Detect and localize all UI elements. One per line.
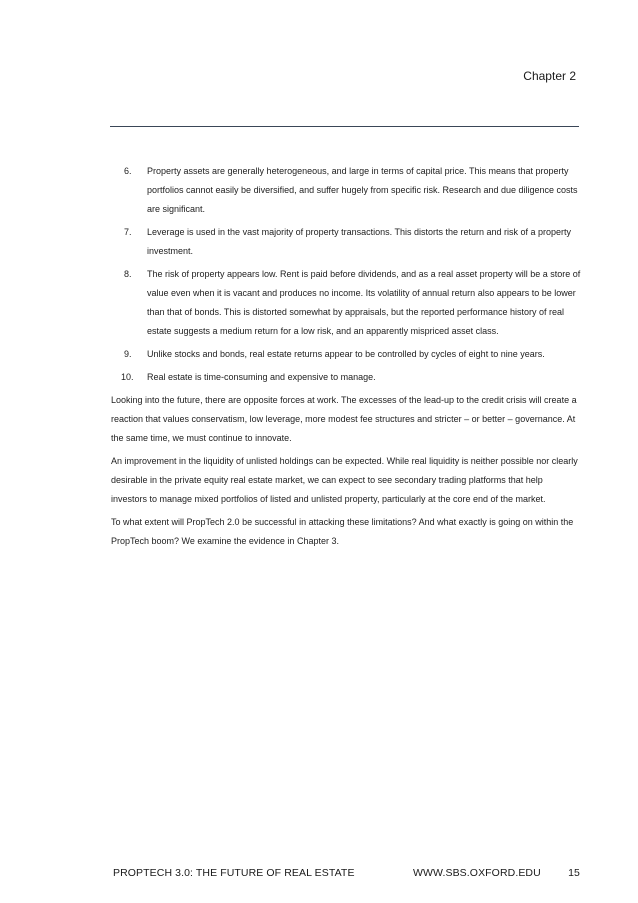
list-text: Real estate is time-consuming and expensive to manage. [147,372,376,382]
paragraph: An improvement in the liquidity of unlisted holdings can be expected. While real liquidity is neither possible nor clearly desirable in the private equity real estate market, we can expect to see secondary trading platforms that help investors to manage mixed portfolios of listed and unlisted property, particularly at the core end of the market. [111,456,578,504]
list-text: The risk of property appears low. Rent is paid before dividends, and as a real asset property will be a store of value even when it is vacant and produces no income. Its volatility of annual return also appears to be lower than that of bonds. This is distorted somewhat by appraisals, but the reported performance history of real estate suggests a medium return for a low risk, and an apparently mispriced asset class. [147,269,581,336]
list-text: Unlike stocks and bonds, real estate returns appear to be controlled by cycles of eight to nine years. [147,349,545,359]
paragraph: To what extent will PropTech 2.0 be successful in attacking these limitations? And what exactly is going on within the PropTech boom? We examine the evidence in Chapter 3. [111,517,574,546]
page-number: 15 [568,867,580,879]
list-number: 10. [121,372,134,382]
list-number: 8. [124,269,132,279]
list-number: 6. [124,166,132,176]
list-item [111,265,581,341]
list-item [111,223,581,261]
list-item [111,368,581,387]
list-number: 9. [124,349,132,359]
chapter-heading: Chapter 2 [523,69,576,83]
list-number: 7. [124,227,132,237]
list-item [111,345,581,364]
footer-url[interactable]: WWW.SBS.OXFORD.EDU [413,867,541,879]
numbered-list [111,162,581,387]
page-body [111,162,581,555]
header-divider [110,126,579,127]
list-item [111,162,581,219]
paragraph: Looking into the future, there are opposite forces at work. The excesses of the lead-up to the credit crisis will create a reaction that values conservatism, low leverage, more modest fee structures and stricter – or better – governance. At the same time, we must continue to innovate. [111,395,577,443]
list-text: Property assets are generally heterogeneous, and large in terms of capital price. This means that property portfolios cannot easily be diversified, and suffer hugely from specific risk. Research and due diligence costs are significant. [147,166,578,214]
footer-title: PROPTECH 3.0: THE FUTURE OF REAL ESTATE [113,867,355,879]
list-text: Leverage is used in the vast majority of property transactions. This distorts the return and risk of a property investment. [147,227,572,256]
